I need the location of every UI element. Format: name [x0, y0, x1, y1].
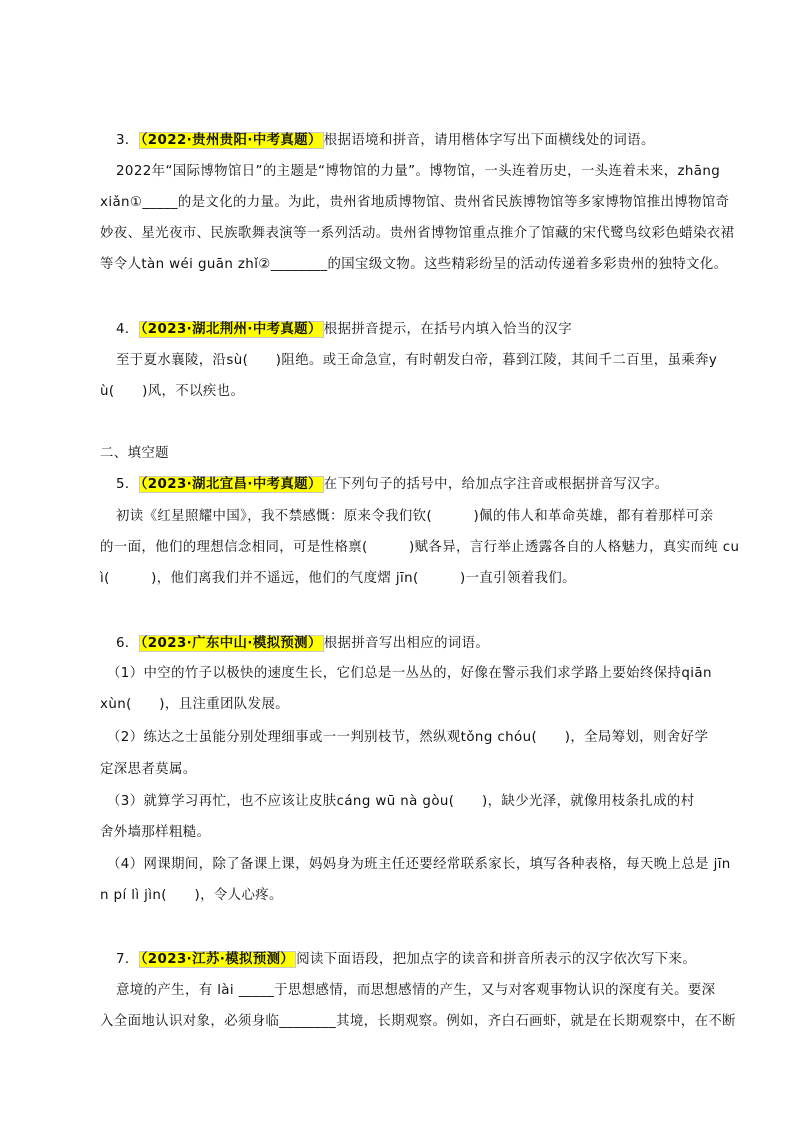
question-6-item-4-line-1: （4）网课期间，除了备课上课，妈妈身为班主任还要经常联系家长，填写各种表格，每天晚上总是 jīn — [107, 857, 731, 872]
question-4-heading — [116, 320, 794, 340]
question-6-item-2-line-2: 定深思者莫属。 — [100, 762, 197, 777]
source-tag: （2023·湖北荆州·中考真题） — [140, 322, 322, 337]
question-4-line-2: ù( )风，不以疾也。 — [100, 384, 245, 399]
question-3-line-2: xiǎn①_____的是文化的力量。为此，贵州省地质博物馆、贵州省民族博物馆等多家博物馆推出博物馆奇 — [100, 195, 730, 210]
question-4-line-1: 至于夏水襄陵，沿sù( )阻绝。或王命急宣，有时朝发白帝，暮到江陵，其间千二百里，虽乘奔y — [116, 353, 718, 368]
question-number: 6． — [116, 636, 139, 651]
question-6-item-4-line-2: n pí lì jìn( )，令人心疼。 — [100, 888, 283, 903]
question-6-item-3-line-2: 舍外墙那样粗糙。 — [100, 825, 211, 840]
question-number: 7． — [116, 952, 139, 967]
question-3-heading — [116, 131, 794, 151]
question-5-line-3: ì( )，他们离我们并不遥远，他们的气度熠 jīn( )一直引领着我们。 — [100, 571, 576, 586]
section-title: 二、填空题 — [100, 446, 169, 461]
question-prompt: 阅读下面语段，把加点字的读音和拼音所表示的汉字依次写下来。 — [296, 952, 697, 967]
question-prompt: 根据拼音写出相应的词语。 — [323, 636, 490, 651]
source-tag: （2022·贵州贵阳·中考真题） — [140, 133, 322, 148]
source-tag: （2023·湖北宜昌·中考真题） — [140, 477, 322, 492]
question-prompt: 在下列句子的括号中，给加点字注音或根据拼音写汉字。 — [323, 477, 669, 492]
question-prompt: 根据拼音提示，在括号内填入恰当的汉字 — [323, 322, 573, 337]
question-3-line-3: 妙夜、星光夜市、民族歌舞表演等一系列活动。贵州省博物馆重点推介了馆藏的宋代鹭鸟纹彩色蜡染衣裙 — [100, 226, 735, 241]
question-7-heading — [116, 950, 794, 970]
question-7-line-2: 入全面地认识对象，必须身临________其境，长期观察。例如，齐白石画虾，就是在长期观察中，在不断 — [100, 1014, 736, 1029]
question-5-heading — [116, 475, 794, 495]
question-6-item-1-line-2: xùn( )，且注重团队发展。 — [100, 697, 290, 712]
question-5-line-1: 初读《红星照耀中国》，我不禁感慨：原来令我们钦( )佩的伟人和革命英雄，都有着那样可亲 — [116, 509, 714, 524]
question-7-line-1: 意境的产生，有 lài _____于思想感情，而思想感情的产生，又与对客观事物认识的深度有关。要深 — [116, 983, 716, 998]
question-3-line-1: 2022年“国际博物馆日”的主题是“博物馆的力量”。博物馆，一头连着历史，一头连着未来，zhāng — [116, 164, 721, 179]
question-6-item-3-line-1: （3）就算学习再忙，也不应该让皮肤cáng wū nà gòu( )，缺少光泽，就像用枝条扎成的村 — [107, 794, 695, 809]
question-prompt: 根据语境和拼音，请用楷体字写出下面横线处的词语。 — [323, 133, 655, 148]
source-tag: （2023·江苏·模拟预测） — [140, 952, 295, 967]
source-tag: （2023·广东中山·模拟预测） — [140, 636, 322, 651]
question-number: 3． — [116, 133, 139, 148]
question-number: 5． — [116, 477, 139, 492]
question-3-line-4: 等令人tàn wéi guān zhǐ②________的国宝级文物。这些精彩纷呈的活动传递着多彩贵州的独特文化。 — [100, 257, 728, 272]
question-number: 4． — [116, 322, 139, 337]
question-6-item-1-line-1: （1）中空的竹子以极快的速度生长，它们总是一丛丛的，好像在警示我们求学路上要始终保持qiān — [107, 666, 712, 681]
question-6-heading — [116, 634, 794, 654]
question-6-item-2-line-1: （2）练达之士虽能分别处理细事或一一判别枝节，然纵观tǒng chóu( )，全局筹划，则舍好学 — [107, 730, 709, 745]
question-5-line-2: 的一面，他们的理想信念相同，可是性格禀( )赋各异，言行举止透露各自的人格魅力，真实而纯 cu — [100, 540, 740, 555]
